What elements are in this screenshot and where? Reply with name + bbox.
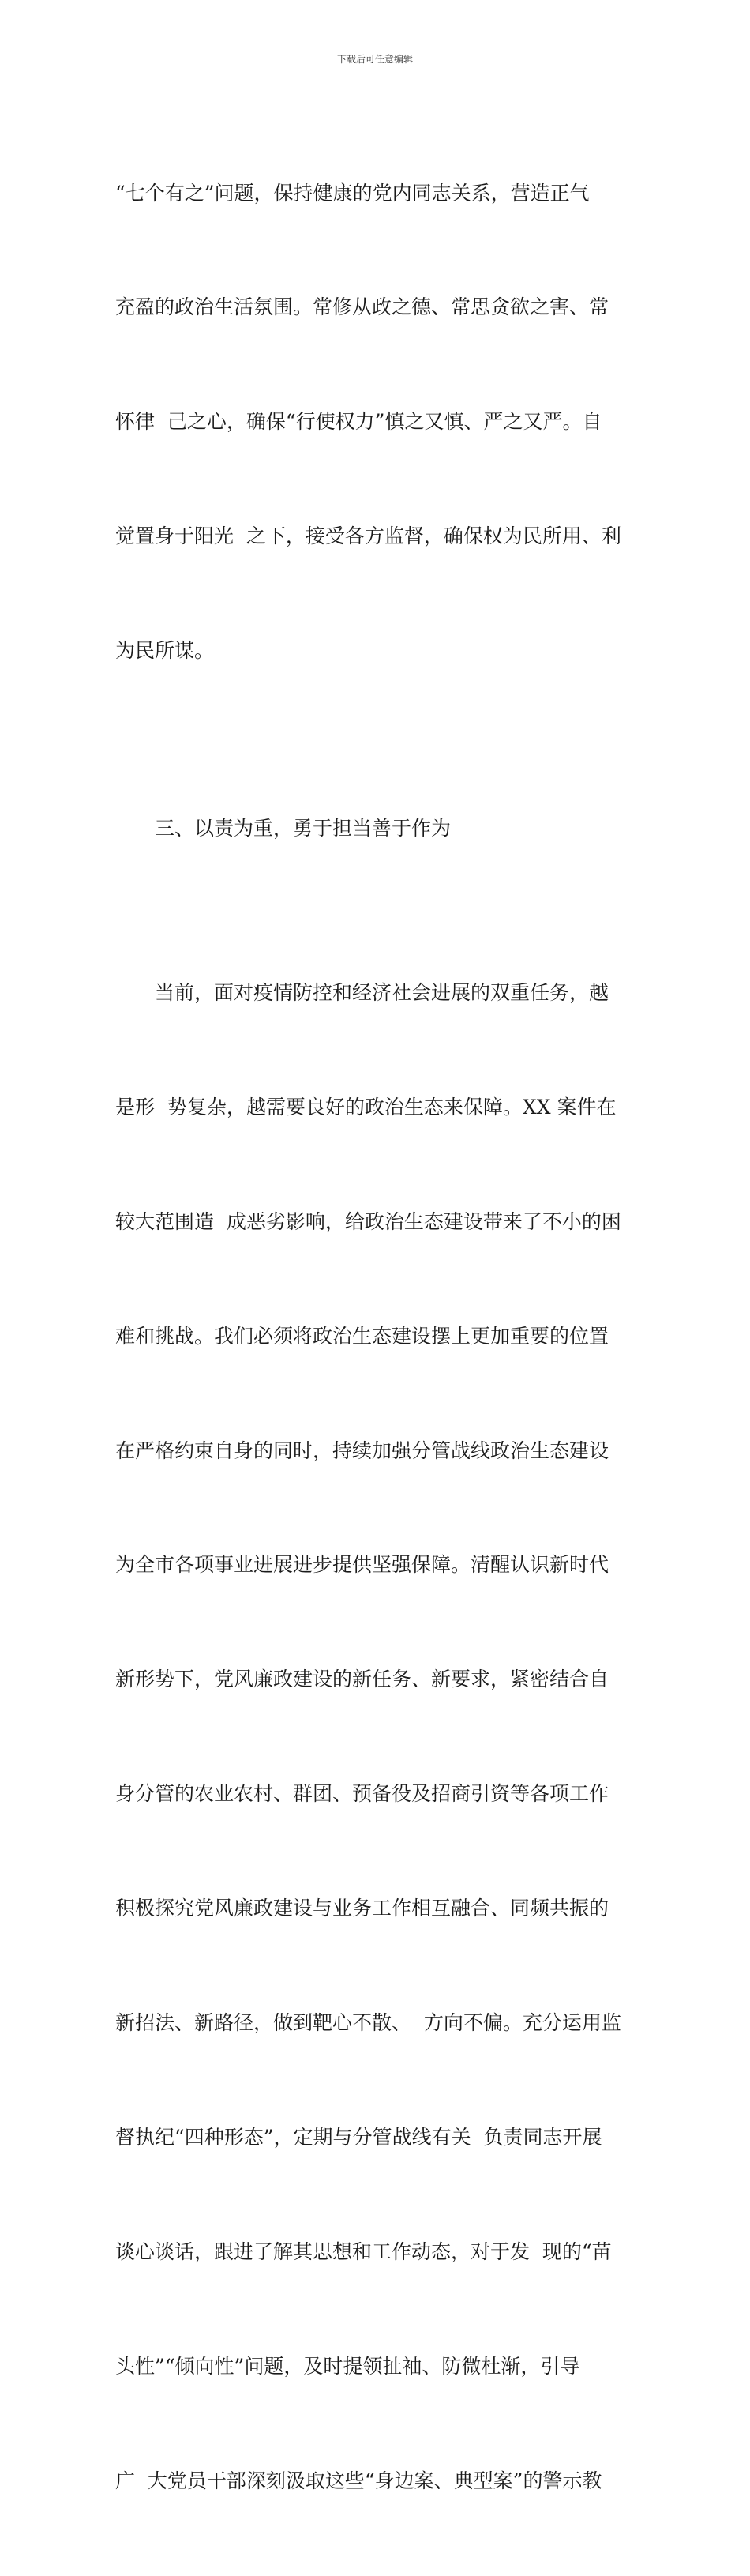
text-line: 积极探究党风廉政建设与业务工作相互融合、同频共振的 bbox=[115, 1897, 609, 1920]
text-line: 新形势下，党风廉政建设的新任务、新要求，紧密结合自 bbox=[115, 1668, 609, 1691]
text-line: 谈心谈话，跟进了解其思想和工作动态，对于发 现的“苗 bbox=[115, 2239, 612, 2263]
page-header-note: 下载后可任意编辑 bbox=[336, 54, 413, 65]
text-line: 觉置身于阳光 之下，接受各方监督，确保权为民所用、利 bbox=[115, 525, 621, 548]
paragraph-1 bbox=[115, 98, 638, 746]
text-line: 怀律 己之心，确保“行使权力”慎之又慎、严之又严。自 bbox=[115, 410, 602, 434]
text-line: 督执纪“四种形态”，定期与分管战线有关 负责同志开展 bbox=[115, 2125, 602, 2149]
text-line: 广 大党员干部深刻汲取这些“身边案、典型案”的警示教 bbox=[115, 2469, 602, 2492]
text-line: 新招法、新路径，做到靶心不散、 方向不偏。充分运用监 bbox=[115, 2010, 621, 2034]
document-body bbox=[115, 98, 638, 2576]
text-line: 充盈的政治生活氛围。常修从政之德、常思贪欲之害、常 bbox=[115, 295, 609, 319]
text-line: 是形 势复杂，越需要良好的政治生态来保障。XX 案件在 bbox=[115, 1095, 617, 1119]
text-line: “七个有之”问题，保持健康的党内同志关系，营造正气 bbox=[115, 181, 590, 205]
text-line: 当前，面对疫情防控和经济社会进展的双重任务，越 bbox=[155, 980, 609, 1004]
text-line: 为全市各项事业进展进步提供坚强保障。清醒认识新时代 bbox=[115, 1553, 609, 1577]
text-line: 为民所谋。 bbox=[115, 639, 215, 663]
text-line: 在严格约束自身的同时，持续加强分管战线政治生态建设 bbox=[115, 1438, 609, 1462]
text-line: 难和挑战。我们必须将政治生态建设摆上更加重要的位置 bbox=[115, 1324, 609, 1348]
paragraph-2 bbox=[115, 897, 638, 2576]
text-line: 头性”“倾向性”问题，及时提领扯袖、防微杜渐，引导 bbox=[115, 2354, 580, 2378]
section-heading: 三、以责为重，勇于担当善于作为 bbox=[155, 817, 452, 840]
text-line: 较大范围造 成恶劣影响，给政治生态建设带来了不小的困 bbox=[115, 1209, 621, 1233]
text-line: 身分管的农业农村、群团、预备役及招商引资等各项工作 bbox=[115, 1782, 609, 1806]
